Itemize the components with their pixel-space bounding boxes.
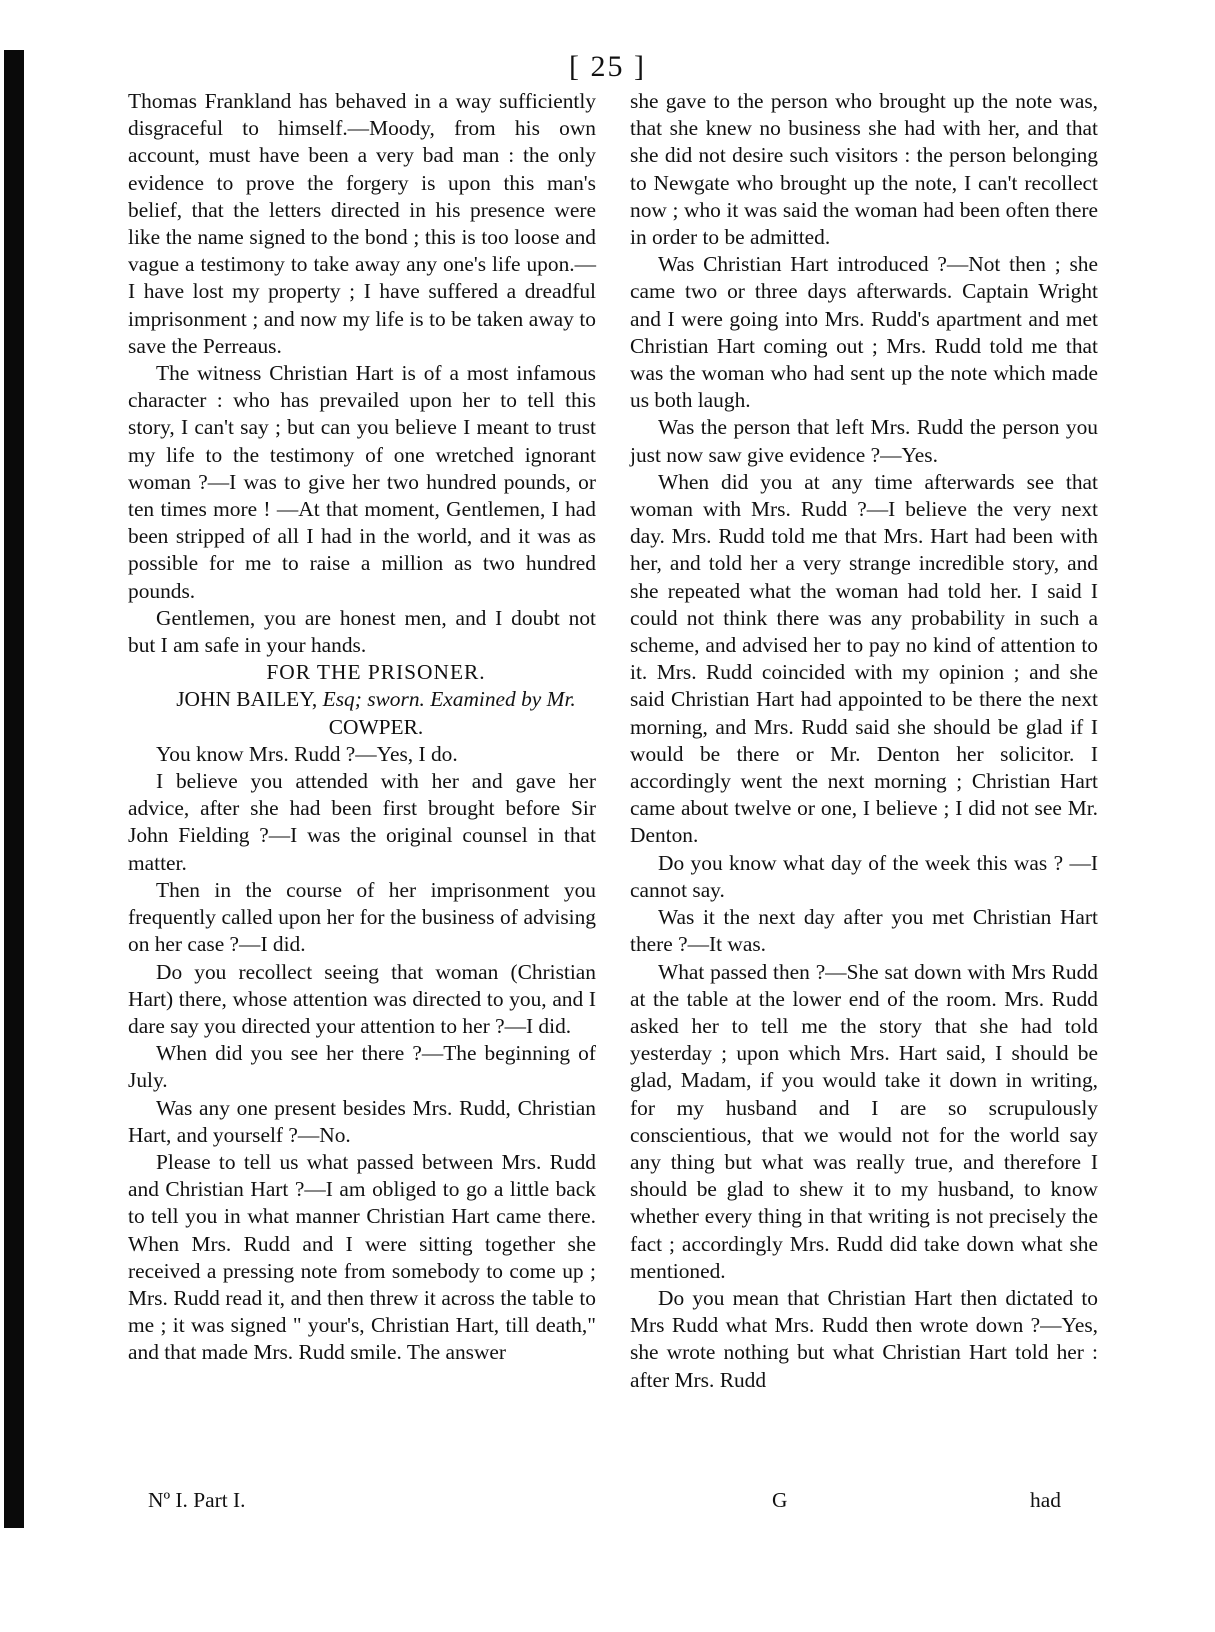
paragraph: You know Mrs. Rudd ?—Yes, I do. (156, 741, 458, 766)
paragraph: The witness Christian Hart is of a most infamous character : who has prevailed upon her to tell this story, I can't say ; but can you believe I meant to trust my life to the testimony of one wretched ignorant woman ?—I was to give her two hundred pounds, or ten times more ! —At that moment, Gentlemen, I had been stripped of all I had in the world, and it was as possible for me to raise a million as two hundred pounds. (128, 361, 596, 603)
paragraph: When did you at any time afterwards see that woman with Mrs. Rudd ?—I believe the very next day. Mrs. Rudd told me that Mrs. Hart had been with her, and told her a very strange incredible story, and she repeated what the woman had told her. I said I could not think there was any probability in such a scheme, and advised her to pay no kind of attention to it. Mrs. Rudd coincided with my opinion ; and she said Christian Hart had appointed to be there the next morning, and Mrs. Rudd said she should be glad if I would be there or Mr. Denton her solicitor. I accordingly went the next morning ; Christian Hart came about twelve or one, I believe ; I did not see Mr. Denton. (630, 469, 1098, 848)
scanned-page-edge (4, 50, 24, 1528)
paragraph: Do you know what day of the week this was ? —I cannot say. (630, 850, 1098, 902)
paragraph: What passed then ?—She sat down with Mrs Rudd at the table at the lower end of the room. Mrs. Rudd asked her to tell me the story that she had told yesterday ; upon which Mrs. Hart said, I should be glad, Madam, if you would take it down in writing, for my husband and I are so scrupulously conscientious, that we would not for the world say any thing but what was really true, and therefore I should be glad to shew it to my husband, to know whether every thing in that writing is not precisely the fact ; accordingly Mrs. Rudd did take down what she mentioned. (630, 959, 1098, 1283)
paragraph: Please to tell us what passed between Mrs. Rudd and Christian Hart ?—I am obliged to go a little back to tell you in what manner Christian Hart came there. When Mrs. Rudd and I were sitting together she received a pressing note from somebody to come up ; Mrs. Rudd read it, and then threw it across the table to me ; it was signed " your's, Christian Hart, till death," and that made Mrs. Rudd smile. The answer (128, 1149, 596, 1365)
witness-line (128, 686, 596, 713)
paragraph: Thomas Frankland has behaved in a way sufficiently disgraceful to himself.—Moody, from his own account, must have been a very bad man : the only evidence to prove the forgery is upon this man's belief, that the letters directed in his presence were like the name signed to the bond ; this is too loose and vague a testimony to take away any one's life upon.—I have lost my property ; I have suffered a dreadful imprisonment ; and now my life is to be taken away to save the Perreaus. (128, 89, 596, 358)
paragraph: Then in the course of her imprisonment you frequently called upon her for the business of advising on her case ?—I did. (128, 877, 596, 957)
right-column (630, 88, 1098, 1394)
issue-part-label: Nº I. Part I. (148, 1488, 246, 1512)
paragraph: she gave to the person who brought up the note was, that she knew no business she had with her, and that she did not desire such visitors : the person belonging to Newgate who brought up the note, I can't recollect now ; who it was said the woman had been often there in order to be admitted. (630, 89, 1098, 250)
paragraph: Gentlemen, you are honest men, and I doubt not but I am safe in your hands. (128, 605, 596, 658)
section-heading: FOR THE PRISONER. (266, 660, 486, 685)
witness-examiner: COWPER. (328, 714, 424, 739)
paragraph: Was any one present besides Mrs. Rudd, Christian Hart, and yourself ?—No. (128, 1095, 596, 1147)
page-number: [ 25 ] (569, 50, 646, 83)
signature-mark: G (772, 1488, 788, 1512)
paragraph: Do you mean that Christian Hart then dictated to Mrs Rudd what Mrs. Rudd then wrote down ?—Yes, she wrote nothing but what Christian Hart told her : after Mrs. Rudd (630, 1285, 1098, 1392)
catchword: had (1030, 1488, 1061, 1512)
witness-esq: Esq; (322, 687, 362, 712)
left-column (128, 88, 596, 1367)
witness-sworn: sworn. Examined by Mr. (367, 687, 576, 712)
paragraph: Do you recollect seeing that woman (Christian Hart) there, whose attention was directed to you, and I dare say you directed your attention to her ?—I did. (128, 959, 596, 1038)
paragraph: I believe you attended with her and gave her advice, after she had been first brought before Sir John Fielding ?—I was the original counsel in that matter. (128, 769, 596, 875)
paragraph: Was it the next day after you met Christian Hart there ?—It was. (630, 905, 1098, 957)
paragraph: When did you see her there ?—The beginning of July. (128, 1041, 596, 1093)
paragraph: Was the person that left Mrs. Rudd the person you just now saw give evidence ?—Yes. (630, 415, 1098, 467)
paragraph: Was Christian Hart introduced ?—Not then ; she came two or three days afterwards. Captain Wright and I were going into Mrs. Rudd's apartment and met Christian Hart coming out ; Mrs. Rudd told me that was the woman who had sent up the note which made us both laugh. (630, 252, 1098, 413)
witness-name: JOHN BAILEY, (176, 687, 318, 712)
